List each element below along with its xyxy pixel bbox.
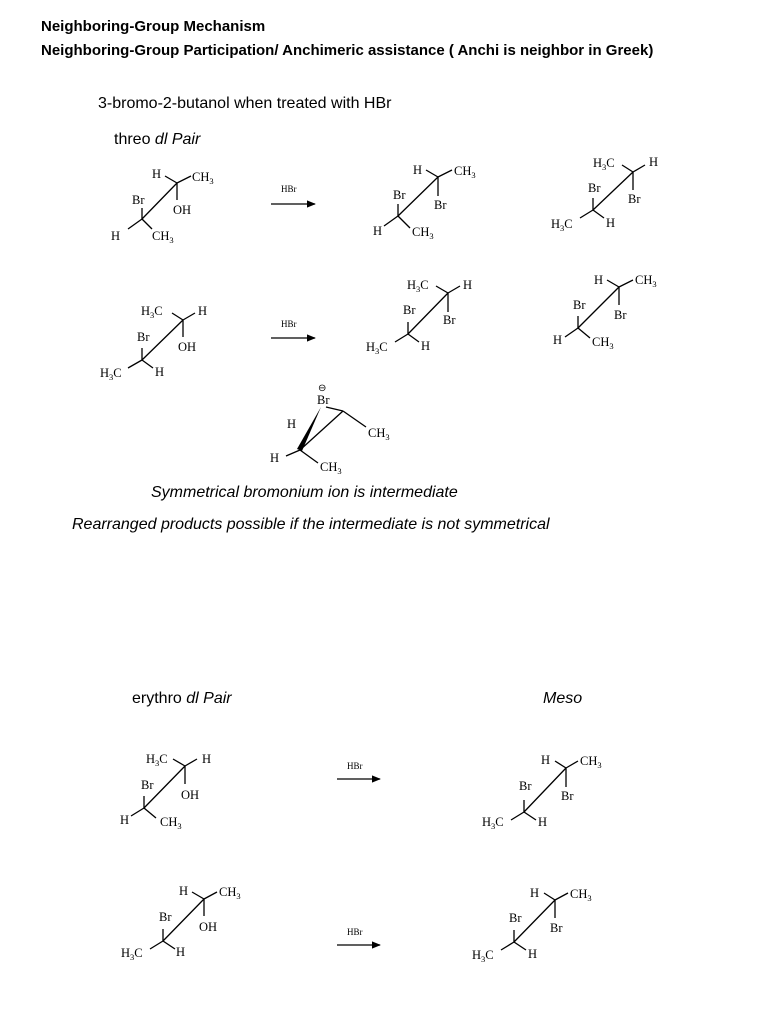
methyl-group (454, 164, 476, 180)
atom-c: C (606, 156, 615, 170)
methyl-group (100, 366, 122, 382)
atom-h: H (152, 167, 162, 181)
subscript-3: 3 (587, 893, 592, 903)
methyl-group (570, 887, 592, 903)
subscript-3: 3 (375, 346, 380, 356)
atom-ch: CH (570, 887, 588, 901)
atom-h: H (287, 417, 297, 431)
subscript-3: 3 (385, 432, 390, 442)
atom-h: H (111, 229, 121, 243)
atom-br: Br (141, 778, 154, 792)
atom-h: H (413, 163, 423, 177)
atom-oh: OH (181, 788, 200, 802)
methyl-group (482, 815, 504, 831)
atom-c: C (495, 815, 504, 829)
methyl-group (192, 170, 214, 186)
atom-h: H (120, 813, 130, 827)
atom-ch: CH (320, 460, 338, 474)
atom-h: H (649, 155, 659, 169)
atom-h: H (373, 224, 383, 238)
threo-reactant-1 (111, 167, 214, 245)
atom-br: Br (434, 198, 447, 212)
atom-c: C (485, 948, 494, 962)
atom-c: C (420, 278, 429, 292)
atom-br: Br (588, 181, 601, 195)
reagent-label: HBr (347, 761, 363, 771)
meso-label: Meso (543, 690, 583, 707)
atom-c: C (113, 366, 122, 380)
atom-br: Br (550, 921, 563, 935)
atom-br: Br (509, 911, 522, 925)
subscript-3: 3 (481, 954, 486, 964)
reaction-arrow (271, 184, 315, 204)
methyl-group (592, 335, 614, 351)
methyl-group (580, 754, 602, 770)
atom-h: H (472, 948, 482, 962)
atom-h: H (146, 752, 156, 766)
atom-c: C (154, 304, 163, 318)
atom-h: H (155, 365, 165, 379)
atom-h: H (121, 946, 131, 960)
atom-br: Br (573, 298, 586, 312)
reaction-arrow (271, 319, 315, 338)
atom-h: H (366, 340, 376, 354)
reagent-label: HBr (281, 319, 297, 329)
atom-br: Br (443, 313, 456, 327)
atom-c: C (564, 217, 573, 231)
atom-h: H (407, 278, 417, 292)
threo-prefix: threo (114, 131, 155, 148)
subscript-3: 3 (429, 231, 434, 241)
negative-charge: ⊖ (318, 383, 327, 394)
intro-text: 3-bromo-2-butanol when treated with HBr (98, 95, 392, 112)
threo-pair-label: dl Pair (154, 131, 201, 148)
atom-ch: CH (152, 229, 170, 243)
subscript-3: 3 (471, 170, 476, 180)
atom-oh: OH (173, 203, 192, 217)
methyl-group (407, 278, 429, 294)
subscript-3: 3 (337, 466, 342, 476)
atom-br: Br (137, 330, 150, 344)
atom-br: Br (393, 188, 406, 202)
atom-h: H (551, 217, 561, 231)
threo-product-1b (551, 155, 658, 233)
atom-br: Br (132, 193, 145, 207)
atom-ch: CH (160, 815, 178, 829)
reagent-label: HBr (347, 927, 363, 937)
erythro-pair-label: dl Pair (186, 690, 232, 707)
subscript-3: 3 (130, 952, 135, 962)
erythro-reactant-1 (120, 752, 211, 831)
atom-oh: OH (199, 920, 218, 934)
threo-product-1a (373, 163, 476, 241)
subscript-3: 3 (150, 310, 155, 320)
atom-br: Br (628, 192, 641, 206)
page-subtitle: Neighboring-Group Participation/ Anchimeric assistance ( Anchi is neighbor in Greek) (41, 42, 654, 59)
atom-h: H (606, 216, 616, 230)
atom-h: H (593, 156, 603, 170)
methyl-group (635, 273, 657, 289)
atom-ch: CH (192, 170, 210, 184)
atom-br: Br (561, 789, 574, 803)
atom-ch: CH (219, 885, 237, 899)
atom-h: H (141, 304, 151, 318)
atom-h: H (421, 339, 431, 353)
subscript-3: 3 (609, 341, 614, 351)
subscript-3: 3 (109, 372, 114, 382)
subscript-3: 3 (209, 176, 214, 186)
subscript-3: 3 (491, 821, 496, 831)
methyl-group (320, 460, 342, 476)
methyl-group (219, 885, 241, 901)
atom-h: H (100, 366, 110, 380)
atom-br: Br (159, 910, 172, 924)
atom-h: H (482, 815, 492, 829)
atom-ch: CH (454, 164, 472, 178)
subscript-3: 3 (652, 279, 657, 289)
threo-product-2a (366, 278, 472, 356)
methyl-group (152, 229, 174, 245)
atom-ch: CH (580, 754, 598, 768)
methyl-group (551, 217, 573, 233)
atom-h: H (202, 752, 212, 766)
meso-product-1 (482, 753, 602, 831)
atom-ch: CH (368, 426, 386, 440)
subscript-3: 3 (236, 891, 241, 901)
atom-h: H (538, 815, 548, 829)
atom-h: H (541, 753, 551, 767)
atom-h: H (594, 273, 604, 287)
atom-c: C (134, 946, 143, 960)
methyl-group (121, 946, 143, 962)
methyl-group (160, 815, 182, 831)
atom-oh: OH (178, 340, 197, 354)
subscript-3: 3 (416, 284, 421, 294)
atom-ch: CH (635, 273, 653, 287)
erythro-reactant-2 (121, 884, 241, 962)
reaction-arrow (337, 927, 380, 945)
threo-product-2b (553, 273, 657, 351)
reaction-arrow (337, 761, 380, 779)
subscript-3: 3 (177, 821, 182, 831)
methyl-group (593, 156, 615, 172)
atom-h: H (530, 886, 540, 900)
subscript-3: 3 (155, 758, 160, 768)
rearranged-caption: Rearranged products possible if the intermediate is not symmetrical (72, 516, 550, 533)
subscript-3: 3 (597, 760, 602, 770)
methyl-group (141, 304, 163, 320)
methyl-group (472, 948, 494, 964)
bromonium-ion (270, 383, 390, 476)
atom-br: Br (403, 303, 416, 317)
atom-h: H (463, 278, 473, 292)
atom-h: H (528, 947, 538, 961)
meso-product-2 (472, 886, 592, 964)
atom-c: C (379, 340, 388, 354)
atom-ch: CH (412, 225, 430, 239)
atom-h: H (176, 945, 186, 959)
intermediate-caption: Symmetrical bromonium ion is intermediate (151, 484, 458, 501)
methyl-group (368, 426, 390, 442)
subscript-3: 3 (560, 223, 565, 233)
atom-br: Br (614, 308, 627, 322)
atom-br: Br (519, 779, 532, 793)
methyl-group (366, 340, 388, 356)
atom-c: C (159, 752, 168, 766)
atom-h: H (198, 304, 208, 318)
subscript-3: 3 (602, 162, 607, 172)
atom-h: H (179, 884, 189, 898)
atom-br: Br (317, 393, 330, 407)
atom-h: H (270, 451, 280, 465)
subscript-3: 3 (169, 235, 174, 245)
methyl-group (146, 752, 168, 768)
atom-h: H (553, 333, 563, 347)
threo-reactant-2 (100, 304, 207, 382)
reagent-label: HBr (281, 184, 297, 194)
methyl-group (412, 225, 434, 241)
erythro-prefix: erythro (132, 690, 187, 707)
page-title: Neighboring-Group Mechanism (41, 18, 266, 35)
atom-ch: CH (592, 335, 610, 349)
